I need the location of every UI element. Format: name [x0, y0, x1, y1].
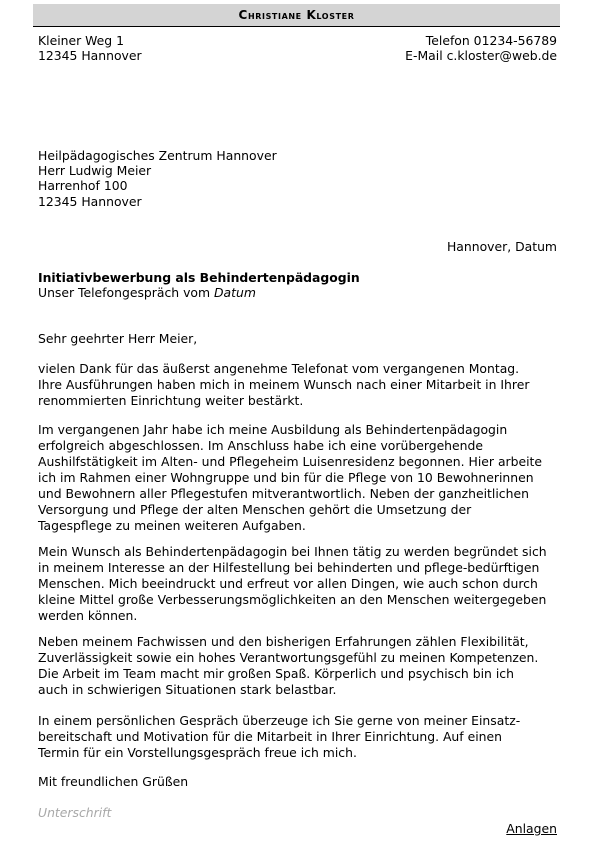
paragraph-line: vielen Dank für das äußerst angenehme Telefonat vom vergangenen Montag. — [38, 361, 520, 376]
reference-date: Datum — [214, 285, 256, 300]
recipient-city: 12345 Hannover — [38, 194, 142, 209]
enclosures-label: Anlagen — [506, 821, 557, 836]
letterhead-bar — [33, 4, 560, 27]
reference-prefix: Unser Telefongespräch vom — [38, 285, 215, 300]
paragraph-line: Versorgung und Pflege der alten Menschen gehört die Umsetzung der — [38, 502, 472, 517]
paragraph-3 — [38, 544, 547, 624]
sender-city: 12345 Hannover — [38, 48, 142, 63]
paragraph-2 — [38, 422, 542, 534]
sender-phone: Telefon 01234-56789 — [425, 33, 557, 48]
paragraph-line: Menschen. Mich beeindruckt und erfreut vor allen Dingen, wie auch schon durch — [38, 576, 538, 591]
recipient-org: Heilpädagogisches Zentrum Hannover — [38, 148, 277, 163]
sender-street: Kleiner Weg 1 — [38, 33, 124, 48]
paragraph-line: bereitschaft und Motivation für die Mitarbeit in Ihrer Einrichtung. Auf einen — [38, 729, 502, 744]
paragraph-line: werden können. — [38, 608, 138, 623]
place-date: Hannover, Datum — [446, 239, 557, 254]
paragraph-line: In einem persönlichen Gespräch überzeuge ich Sie gerne von meiner Einsatz- — [38, 713, 521, 728]
paragraph-line: Im vergangenen Jahr habe ich meine Ausbildung als Behindertenpädagogin — [38, 422, 508, 437]
closing: Mit freundlichen Grüßen — [38, 774, 189, 789]
recipient-street: Harrenhof 100 — [38, 178, 128, 193]
paragraph-line: in meinem Interesse an der Hilfestellung bei behinderten und pflege-bedürftigen — [38, 560, 540, 575]
recipient-person: Herr Ludwig Meier — [38, 163, 152, 178]
sender-name: Christiane Kloster — [238, 8, 355, 22]
sender-email: E-Mail c.kloster@web.de — [405, 48, 557, 63]
paragraph-line: Aushilfstätigkeit im Alten- und Pflegeheim Luisenresidenz begonnen. Hier arbeite — [38, 454, 543, 469]
salutation: Sehr geehrter Herr Meier, — [38, 331, 198, 346]
paragraph-line: auch in schwierigen Situationen stark belastbar. — [38, 682, 337, 697]
paragraph-line: Termin für ein Vorstellungsgespräch freue ich mich. — [38, 745, 357, 760]
paragraph-line: Mein Wunsch als Behindertenpädagogin bei Ihnen tätig zu werden begründet sich — [38, 544, 547, 559]
signature-placeholder: Unterschrift — [38, 805, 112, 820]
paragraph-line: Tagespflege zu meinen weiteren Aufgaben. — [38, 518, 306, 533]
paragraph-line: Die Arbeit im Team macht mir großen Spaß. Körperlich und psychisch bin ich — [38, 666, 514, 681]
paragraph-line: renommierten Einrichtung weiter bestärkt. — [38, 393, 304, 408]
paragraph-line: und Bewohnern aller Pflegestufen mitverantwortlich. Neben der ganzheitlichen — [38, 486, 529, 501]
paragraph-line: erfolgreich abgeschlossen. Im Anschluss habe ich eine vorübergehende — [38, 438, 484, 453]
paragraph-5 — [38, 713, 520, 761]
reference-line — [38, 285, 256, 300]
paragraph-line: Zuverlässigkeit sowie ein hohes Verantwortungsgefühl zu meinen Kompetenzen. — [38, 650, 539, 665]
subject-line: Initiativbewerbung als Behindertenpädagogin — [38, 270, 360, 285]
paragraph-line: Ihre Ausführungen haben mich in meinem Wunsch nach einer Mitarbeit in Ihrer — [38, 377, 530, 392]
paragraph-line: Neben meinem Fachwissen und den bisherigen Erfahrungen zählen Flexibilität, — [38, 634, 529, 649]
paragraph-line: ich im Rahmen einer Wohngruppe und bin für die Pflege von 10 Bewohnerinnen — [38, 470, 534, 485]
paragraph-1 — [38, 361, 529, 409]
paragraph-4 — [38, 634, 538, 698]
paragraph-line: kleine Mittel große Verbesserungsmöglichkeiten an den Menschen weitergegeben — [38, 592, 547, 607]
